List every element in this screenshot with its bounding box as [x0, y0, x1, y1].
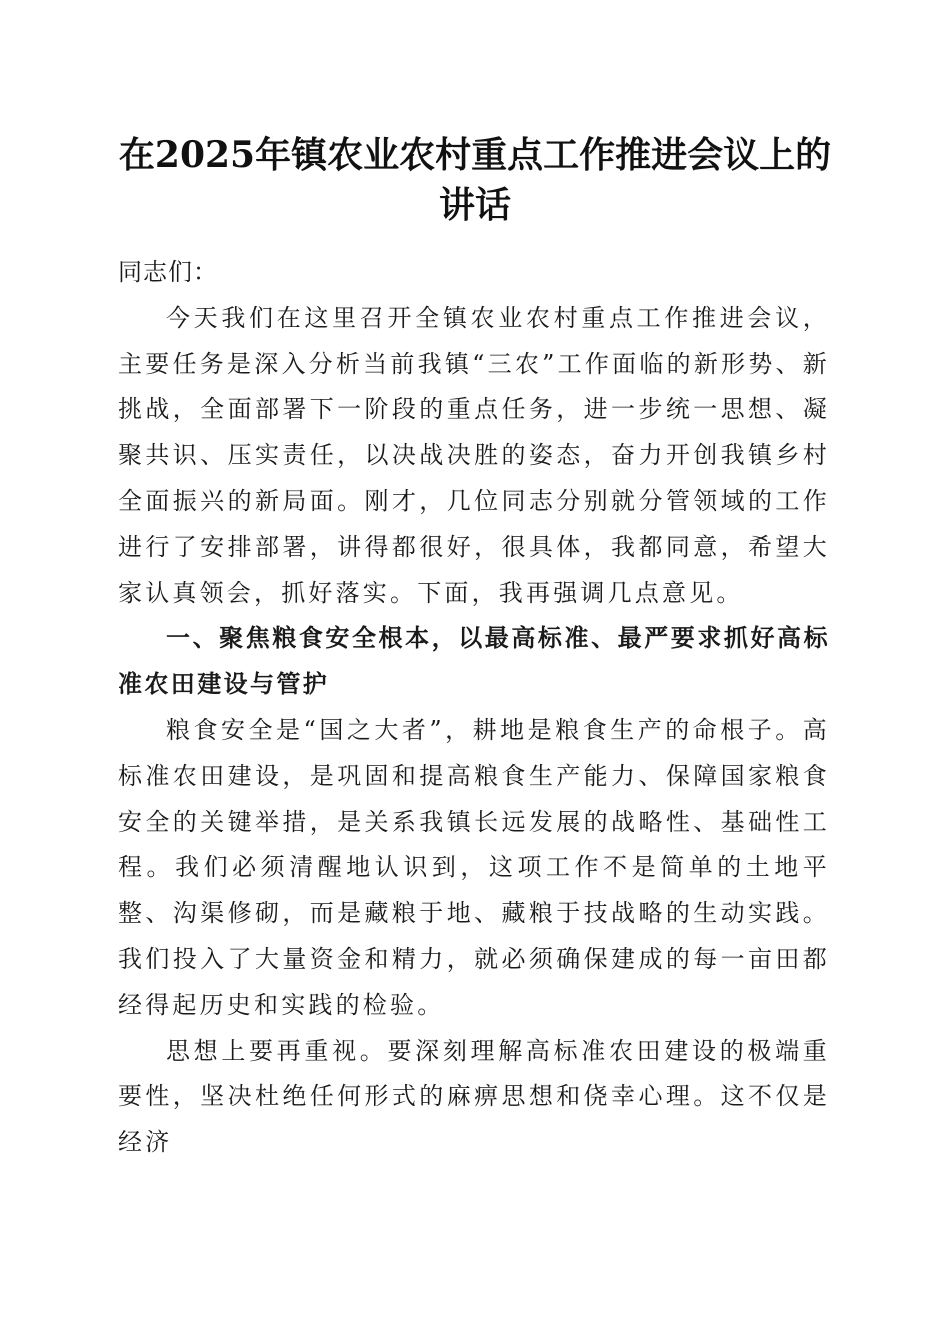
section-1-paragraph: 粮食安全是“国之大者”，耕地是粮食生产的命根子。高标准农田建设，是巩固和提高粮食生产能力、保障国家粮食安全的关键举措，是关系我镇长远发展的战略性、基础性工程。我们必须清醒地认识到，这项工作不是简单的土地平整、沟渠修砌，而是藏粮于地、藏粮于技战略的生动实践。我们投入了大量资金和精力，就必须确保建成的每一亩田都经得起历史和实践的检验。: [118, 715, 830, 1019]
document-body: [118, 250, 830, 1166]
section-1-paragraph: 思想上要再重视。要深刻理解高标准农田建设的极端重要性，坚决杜绝任何形式的麻痹思想和侥幸心理。这不仅是经济: [118, 1036, 830, 1157]
section-heading-1: 一、聚焦粮食安全根本，以最高标准、最严要求抓好高标准农田建设与管护: [118, 624, 830, 699]
document-title: [90, 130, 860, 230]
title-line-1: 在2025年镇农业农村重点工作推进会议上的: [118, 134, 832, 176]
opening-paragraph: 今天我们在这里召开全镇农业农村重点工作推进会议，主要任务是深入分析当前我镇“三农”工作面临的新形势、新挑战，全面部署下一阶段的重点任务，进一步统一思想、凝聚共识、压实责任，以决战决胜的姿态，奋力开创我镇乡村全面振兴的新局面。刚才，几位同志分别就分管领域的工作进行了安排部署，讲得都很好，很具体，我都同意，希望大家认真领会，抓好落实。下面，我再强调几点意见。: [118, 303, 830, 607]
title-line-2: 讲话: [438, 184, 511, 226]
salutation: 同志们：: [118, 258, 218, 286]
